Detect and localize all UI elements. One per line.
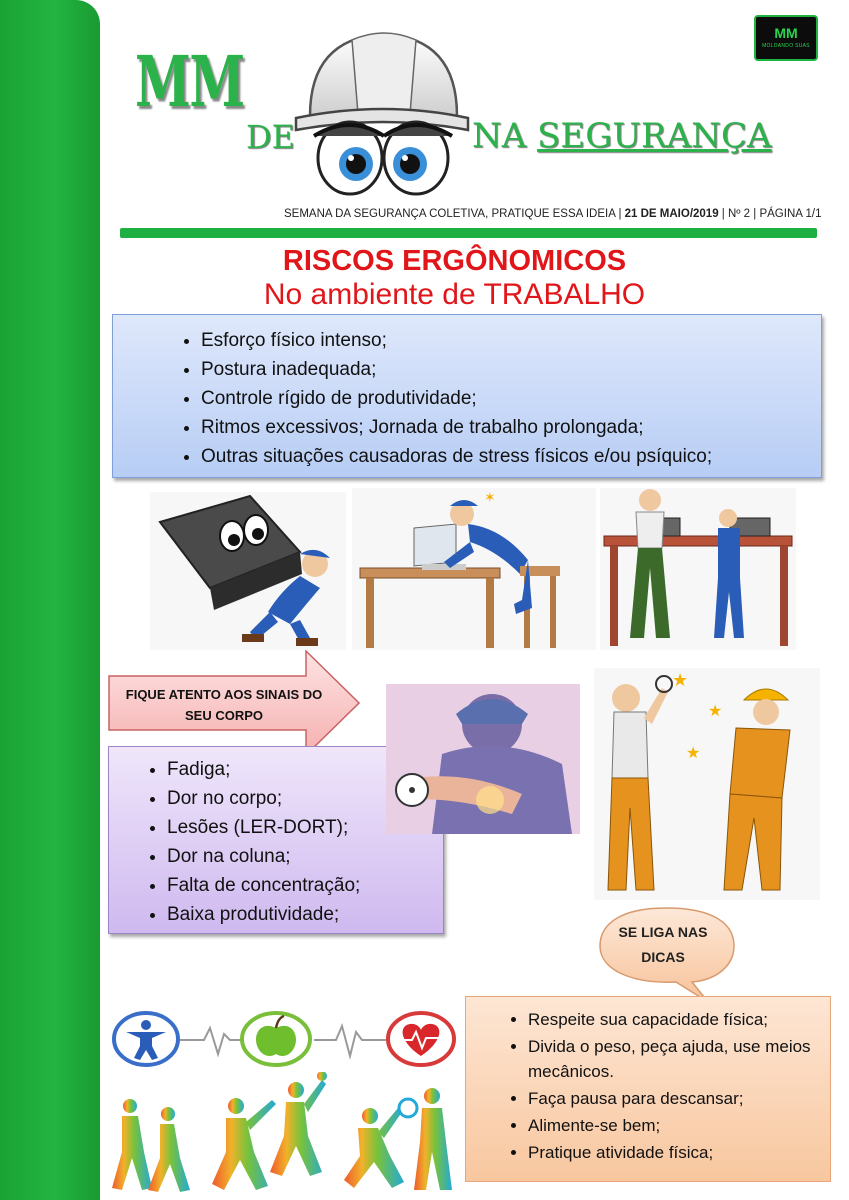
bubble-text: SE LIGA NAS DICAS bbox=[618, 924, 708, 965]
brand-na-seguranca bbox=[472, 116, 772, 156]
meta-issue: | Nº 2 | PÁGINA 1/1 bbox=[718, 208, 822, 220]
risks-box bbox=[112, 314, 822, 478]
tips-list bbox=[466, 997, 830, 1167]
list-item: • Faça pausa para descansar; bbox=[528, 1086, 830, 1113]
wrist-pain-illustration bbox=[372, 684, 580, 834]
logo-badge bbox=[754, 15, 818, 61]
issue-meta-line bbox=[284, 208, 821, 220]
sports-silhouettes-illustration bbox=[108, 1072, 458, 1196]
apple-icon bbox=[240, 1010, 312, 1068]
svg-text:★: ★ bbox=[686, 743, 701, 762]
worker-lifting-illustration bbox=[150, 492, 346, 650]
worker-computer-illustration bbox=[352, 488, 596, 650]
meta-date: 21 DE MAIO/2019 bbox=[624, 208, 719, 220]
brand-mm: MM bbox=[135, 40, 244, 123]
person-icon bbox=[112, 1010, 180, 1068]
list-item: • Baixa produtividade; bbox=[167, 900, 443, 929]
header-rule bbox=[120, 228, 817, 238]
list-item: • Controle rígido de produtividade; bbox=[201, 384, 821, 413]
list-item: • Lesões (LER-DORT); bbox=[167, 813, 443, 842]
meta-campaign: SEMANA DA SEGURANÇA COLETIVA, PRATIQUE ESSA IDEIA | bbox=[284, 208, 625, 220]
list-item: • Postura inadequada; bbox=[201, 355, 821, 384]
hard-hat-icon bbox=[292, 18, 472, 208]
svg-text:★: ★ bbox=[708, 701, 723, 720]
heart-icon bbox=[386, 1010, 456, 1068]
callout-text: FIQUE ATENTO AOS SINAIS DO SEU CORPO bbox=[125, 687, 323, 723]
sidebar-stripe bbox=[0, 0, 100, 1200]
brand-de: DE bbox=[246, 118, 296, 156]
list-item: • Dor no corpo; bbox=[167, 784, 443, 813]
page-title: RISCOS ERGÔNOMICOS bbox=[282, 245, 627, 277]
list-item: • Pratique atividade física; bbox=[528, 1140, 830, 1167]
risks-list bbox=[113, 315, 821, 471]
list-item: • Dor na coluna; bbox=[167, 842, 443, 871]
svg-text:✶: ✶ bbox=[484, 490, 496, 506]
workers-back-pain-illustration bbox=[594, 668, 820, 900]
brand-seguranca: SEGURANÇA bbox=[537, 116, 772, 156]
page-subtitle: No ambiente de TRABALHO bbox=[263, 278, 646, 311]
brand-na: NA bbox=[472, 116, 527, 156]
list-item: • Alimente-se bem; bbox=[528, 1113, 830, 1140]
list-item: • Fadiga; bbox=[167, 755, 443, 784]
svg-text:★: ★ bbox=[672, 670, 689, 691]
list-item: • Falta de concentração; bbox=[167, 871, 443, 900]
logo-badge-sub: MOLDANDO SUAS bbox=[762, 43, 810, 49]
list-item: • Outras situações causadoras de stress físicos e/ou psíquico; bbox=[201, 442, 821, 471]
tips-box bbox=[465, 996, 831, 1182]
list-item: • Respeite sua capacidade física; bbox=[528, 1007, 830, 1034]
logo-badge-mm: MM bbox=[774, 25, 798, 41]
list-item: • Esforço físico intenso; bbox=[201, 326, 821, 355]
list-item: • Divida o peso, peça ajuda, use meios mecânicos. bbox=[528, 1034, 830, 1086]
workers-standing-illustration bbox=[600, 488, 796, 650]
list-item: • Ritmos excessivos; Jornada de trabalho prolongada; bbox=[201, 413, 821, 442]
